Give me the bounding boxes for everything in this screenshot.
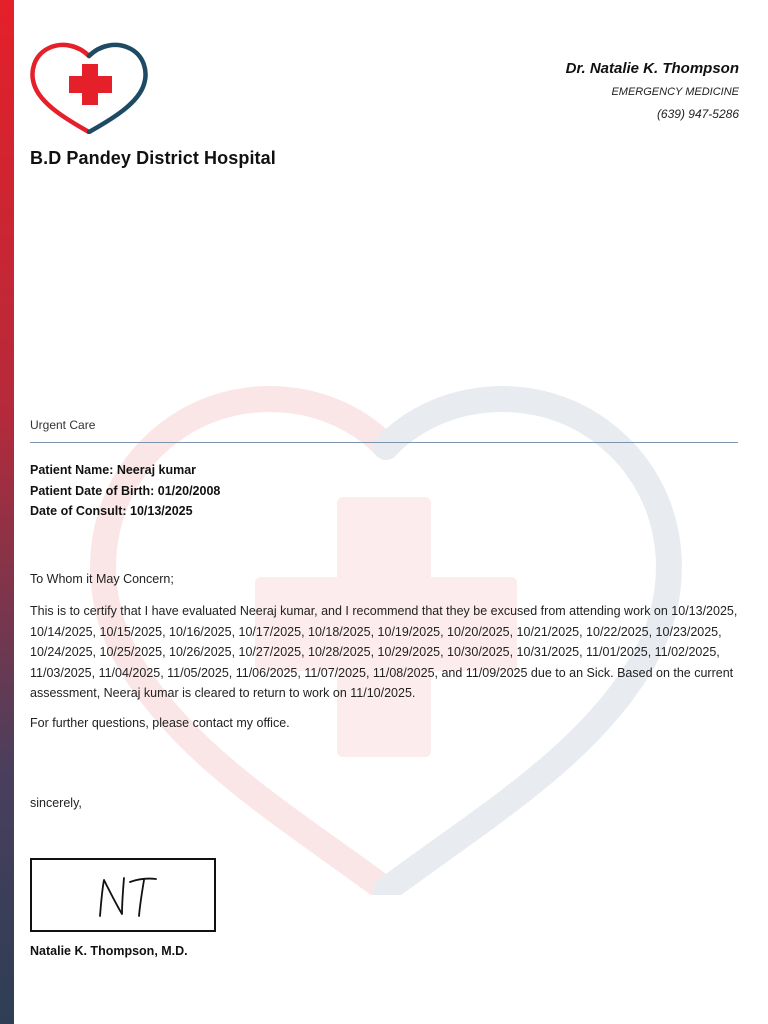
hospital-logo-heart-icon (30, 42, 148, 134)
patient-dob-line: Patient Date of Birth: 01/20/2008 (30, 483, 221, 498)
signer-name: Natalie K. Thompson, M.D. (30, 944, 188, 958)
patient-info (30, 460, 220, 522)
left-accent-bar (0, 0, 14, 1024)
patient-name-line: Patient Name: Neeraj kumar (30, 463, 197, 477)
contact-note: For further questions, please contact my office. (30, 715, 290, 730)
doctor-name: Dr. Natalie K. Thompson (565, 60, 739, 77)
hospital-name: B.D Pandey District Hospital (30, 148, 276, 168)
section-divider (30, 442, 738, 443)
salutation: To Whom it May Concern; (30, 572, 174, 586)
doctor-phone: (639) 947-5286 (656, 107, 739, 121)
doctor-header (566, 58, 739, 122)
department-label: Urgent Care (30, 418, 96, 432)
signature-initials (94, 874, 158, 920)
consult-date-line: Date of Consult: 10/13/2025 (30, 504, 193, 518)
signature-box (30, 858, 216, 932)
closing: sincerely, (30, 796, 82, 810)
letter-body (30, 570, 740, 732)
doctor-specialty: EMERGENCY MEDICINE (611, 86, 739, 98)
certification-paragraph: This is to certify that I have evaluated Neeraj kumar, and I recommend that they be excused from attending work on 10/13/2025, 10/14/2025, 10/15/2025, 10/16/2025, 10/17/2025, 10/18/2025, 10/19/2025, 10/20/2025, 10/21/2025, 10/22/2025, 10/23/2025, 10/24/2025, 10/25/2025, 10/26/2025, 10/27/2025, 10/28/2025, 10/29/2025, 10/30/2025, 10/31/2025, 11/01/2025, 11/02/2025, 11/03/2025, 11/04/2025, 11/05/2025, 11/06/2025, 11/07/2025, 11/08/2025, and 11/09/2025 due to an Sick. Based on the current assessment, Neeraj kumar is cleared to return to work on 11/10/2025. (30, 604, 738, 700)
